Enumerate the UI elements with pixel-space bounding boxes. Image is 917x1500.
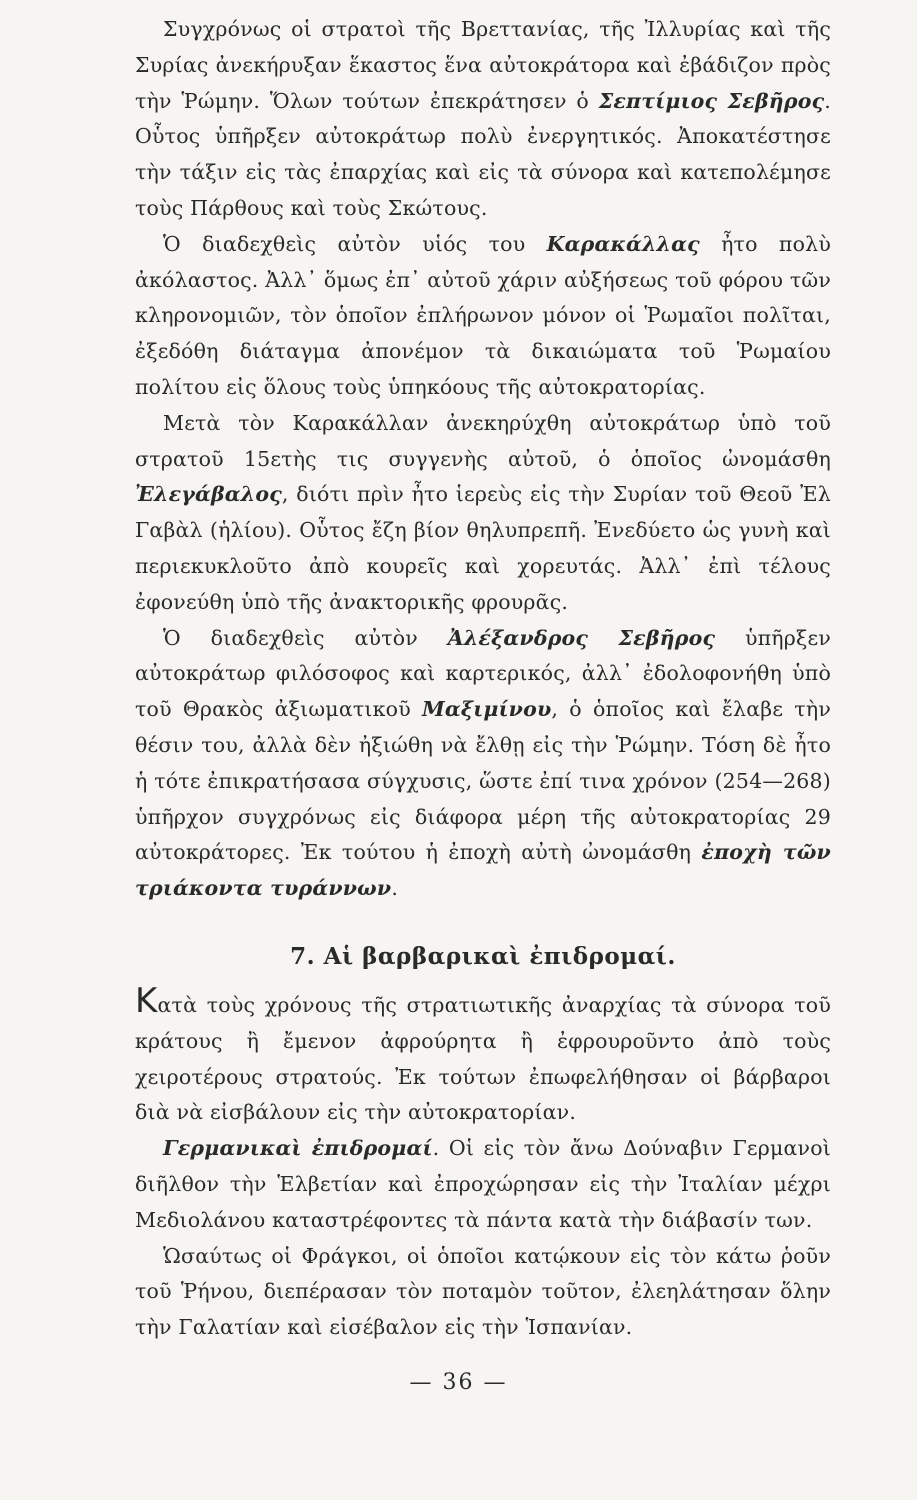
- paragraph-p3: [135, 406, 831, 621]
- paragraph-text: . Οὗτος ὑπῆρξεν αὐτοκράτωρ πολὺ ἐνεργητικός. Ἀποκατέστησε τὴν τάξιν εἰς τὰς ἐπαρχίας καὶ εἰς τὰ σύνορα καὶ κατεπολέμησε τοὺς Πάρθους καὶ τοὺς Σκώτους.: [135, 88, 831, 220]
- paragraph-text: ὑπῆρξεν αὐτοκράτωρ φιλόσοφος καὶ καρτερικός, ἀλλ᾽ ἐδολοφονήθη ὑπὸ τοῦ Θρακὸς ἀξιωματικοῦ: [135, 625, 831, 722]
- paragraph-text: Ὁ διαδεχθεὶς αὐτὸν υἱός του: [163, 231, 547, 256]
- paragraph-text: ἦτο πολὺ ἀκόλαστος. Ἀλλ᾽ ὅμως ἐπ᾽ αὐτοῦ χάριν αὐξήσεως τοῦ φόρου τῶν κληρονομιῶν, τὸν ὁποῖον ἐπλήρωνον μόνον οἱ Ῥωμαῖοι πολῖται, ἐξεδόθη διάταγμα ἀπονέμον τὰ δικαιώματα τοῦ Ῥωμαίου πολίτου εἰς ὅλους τοὺς ὑπηκόους τῆς αὐτοκρατορίας.: [135, 231, 831, 399]
- paragraph-text: . Οἱ εἰς τὸν ἄνω Δούναβιν Γερμανοὶ διῆλθον τὴν Ἑλβετίαν καὶ ἐπροχώρησαν εἰς τὴν Ἰταλίαν μέχρι Μεδιολάνου καταστρέφοντες τὰ πάντα κατὰ τὴν διάβασίν των.: [135, 1136, 831, 1232]
- paragraph-text: Ὁ διαδεχθεὶς αὐτὸν: [163, 625, 448, 650]
- page-number: — 36 —: [409, 1370, 508, 1395]
- paragraph-p1: [135, 12, 831, 227]
- emphasized-term: Καρακάλλας: [546, 231, 700, 256]
- paragraph-p7: [135, 1239, 831, 1346]
- emphasized-term: Μαξιμίνου: [422, 697, 552, 722]
- emphasized-term: Γερμανικαὶ ἐπιδρομαί: [163, 1136, 433, 1161]
- paragraph-text: Συγχρόνως οἱ στρατοὶ τῆς Βρεττανίας, τῆς Ἰλλυρίας καὶ τῆς Συρίας ἀνεκήρυξαν ἕκαστος ἕνα αὐτοκράτορα καὶ ἐβάδιζον πρὸς τὴν Ῥώμην. Ὅλων τούτων ἐπεκράτησεν ὁ: [135, 17, 831, 113]
- text-block-bottom: [135, 1131, 831, 1346]
- paragraph-text: Ὡσαύτως οἱ Φράγκοι, οἱ ὁποῖοι κατῴκουν εἰς τὸν κάτω ῥοῦν τοῦ Ῥήνου, διεπέρασαν τὸν ποταμὸν τοῦτον, ἐλεηλάτησαν ὅλην τὴν Γαλατίαν καὶ εἰσέβαλον εἰς τὴν Ἱσπανίαν.: [135, 1243, 831, 1340]
- emphasized-term: ἐποχὴ τῶν τριάκοντα τυράννων: [135, 840, 831, 901]
- emphasized-term: Ἐλεγάβαλος: [135, 482, 282, 507]
- emphasized-term: Σεπτίμιος Σεβῆρος: [598, 88, 825, 113]
- paragraph-text: , διότι πρὶν ἦτο ἱερεὺς εἰς τὴν Συρίαν τοῦ Θεοῦ Ἐλ Γαβὰλ (ἡλίου). Οὗτος ἔζη βίον θηλυπρεπῆ. Ἐνεδύετο ὡς γυνὴ καὶ περιεκυκλοῦτο ἀπὸ κουρεῖς καὶ χορευτάς. Ἀλλ᾽ ἐπὶ τέλους ἐφονεύθη ὑπὸ τῆς ἀνακτορικῆς φρουρᾶς.: [135, 482, 831, 614]
- paragraph-p4: [135, 621, 831, 907]
- drop-cap: Κ: [135, 980, 158, 1021]
- section-heading: 7. Αἱ βαρβαρικαὶ ἐπιδρομαί.: [290, 942, 676, 970]
- paragraph-text: Μετὰ τὸν Καρακάλλαν ἀνεκηρύχθη αὐτοκράτωρ ὑπὸ τοῦ στρατοῦ 15ετὴς τις συγγενὴς αὐτοῦ, ὁ ὁποῖος ὠνομάσθη: [135, 410, 831, 471]
- intro-paragraph: [135, 980, 831, 1131]
- text-block-top: [135, 12, 831, 907]
- intro-text: ατὰ τοὺς χρόνους τῆς στρατιωτικῆς ἀναρχίας τὰ σύνορα τοῦ κράτους ἢ ἔμενον ἀφρούρητα ἢ ἐφρουροῦντο ἀπὸ τοὺς χειροτέρους στρατούς. Ἐκ τούτων ἐπωφελήθησαν οἱ βάρβαροι διὰ νὰ εἰσβάλουν εἰς τὴν αὐτοκρατορίαν.: [135, 992, 831, 1125]
- emphasized-term: Ἀλέξανδρος Σεβῆρος: [447, 625, 716, 650]
- paragraph-p6: [135, 1131, 831, 1238]
- paragraph-text: .: [391, 876, 399, 901]
- paragraph-text: , ὁ ὁποῖος καὶ ἔλαβε τὴν θέσιν του, ἀλλὰ δὲν ἠξιώθη νὰ ἔλθῃ εἰς τὴν Ῥώμην. Τόση δὲ ἦτο ἡ τότε ἐπικρατήσασα σύγχυσις, ὥστε ἐπί τινα χρόνον (254—268) ὑπῆρχον συγχρόνως εἰς διάφορα μέρη τῆς αὐτοκρατορίας 29 αὐτοκράτορες. Ἐκ τούτου ἡ ἐποχὴ αὐτὴ ὠνομάσθη: [135, 697, 831, 865]
- paragraph-p2: [135, 227, 831, 406]
